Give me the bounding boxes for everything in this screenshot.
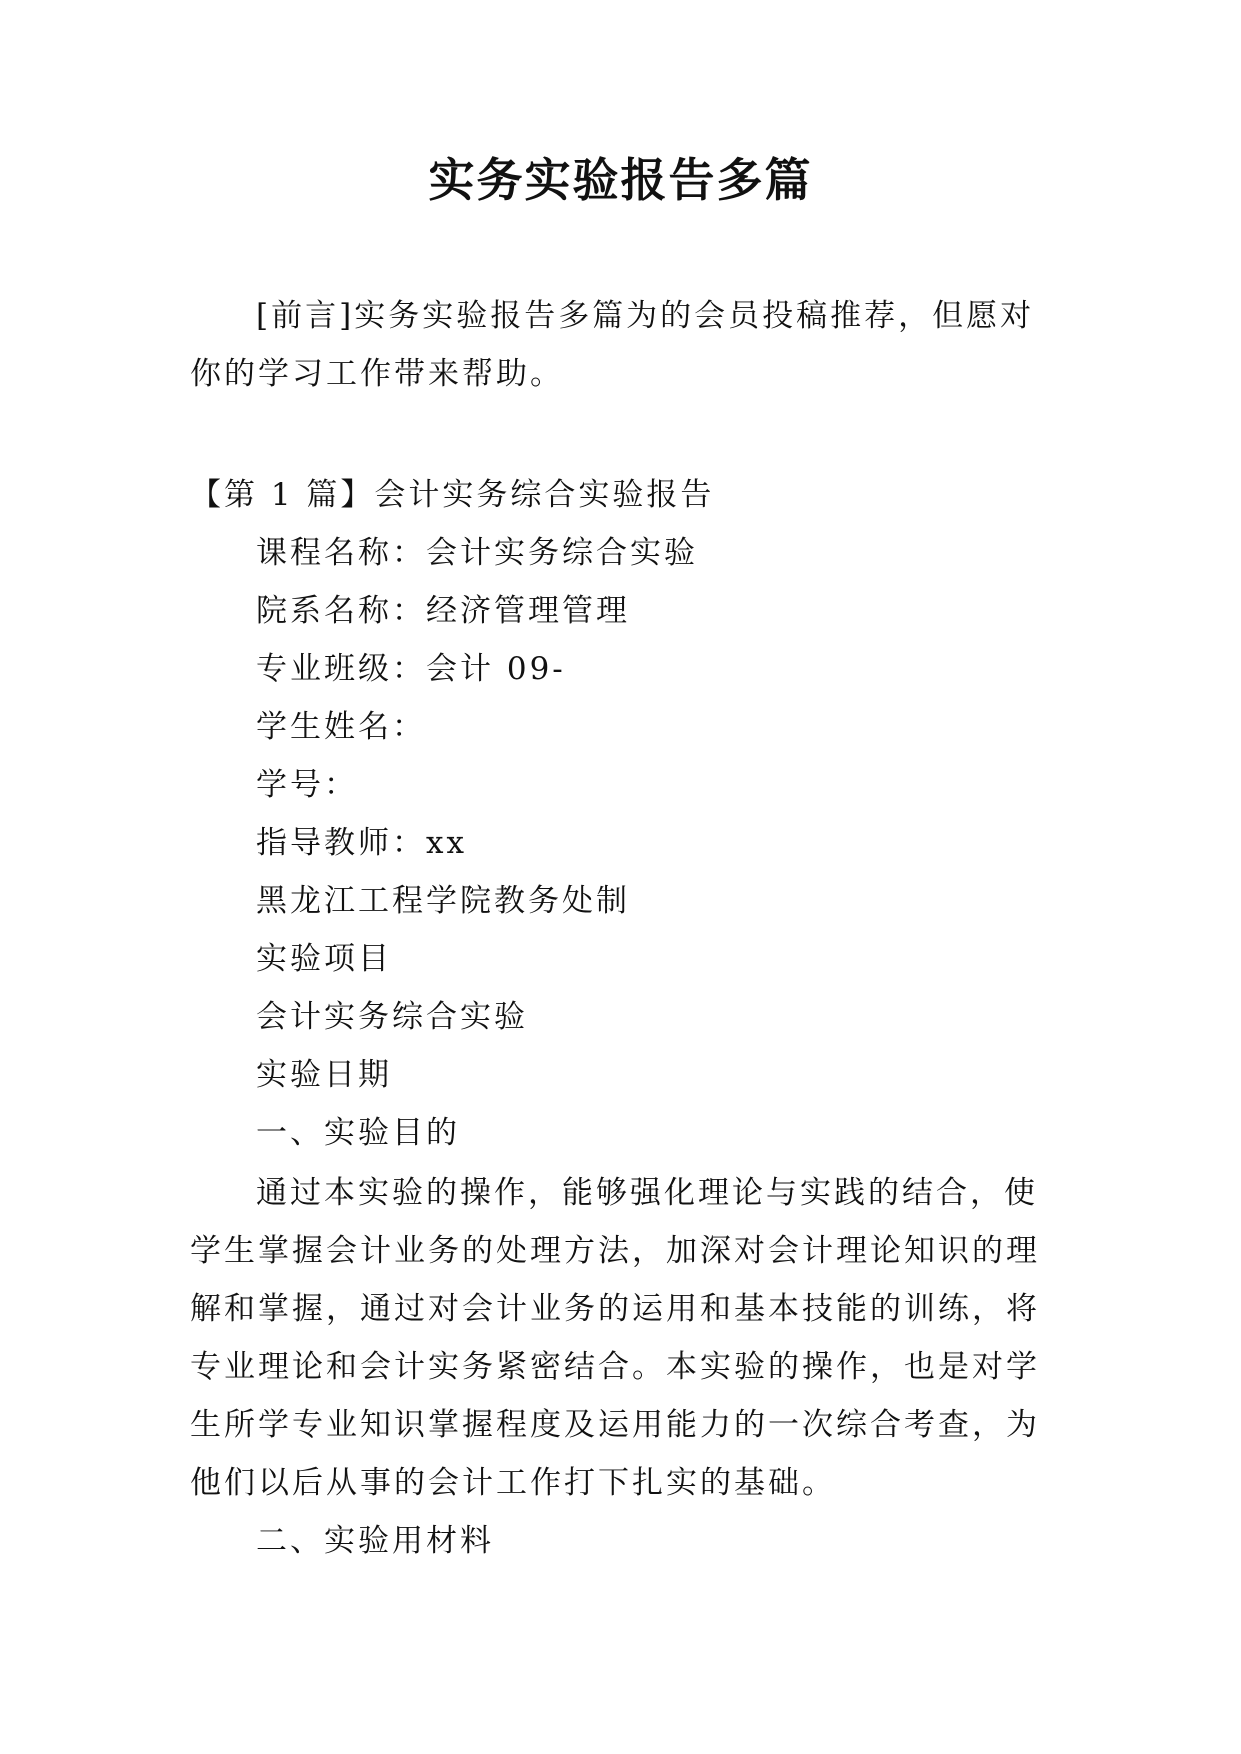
purpose-paragraph: 通过本实验的操作，能够强化理论与实践的结合，使学生掌握会计业务的处理方法，加深对会计理论知识的理解和掌握，通过对会计业务的运用和基本技能的训练，将专业理论和会计实务紧密结合。本实验的操作，也是对学生所学专业知识掌握程度及运用能力的一次综合考查，为他们以后从事的会计工作打下扎实的基础。 — [190, 1175, 1040, 1501]
section-one-heading: 一、实验目的 — [256, 1115, 460, 1151]
experiment-project-label: 实验项目 — [256, 941, 392, 977]
report-info-list — [256, 524, 1056, 1162]
instructor-line: 指导教师：xx — [256, 825, 467, 861]
section-two-heading: 二、实验用材料 — [256, 1523, 494, 1559]
class-line: 专业班级：会计 09- — [256, 651, 566, 687]
department-line: 院系名称：经济管理管理 — [256, 593, 630, 629]
institution-line: 黑龙江工程学院教务处制 — [256, 883, 630, 919]
student-name-line: 学生姓名： — [256, 709, 426, 745]
chapter-heading: 【第 1 篇】会计实务综合实验报告 — [190, 477, 715, 513]
experiment-project-value: 会计实务综合实验 — [256, 999, 528, 1035]
course-name-line: 课程名称：会计实务综合实验 — [256, 535, 698, 571]
preface-paragraph: [前言]实务实验报告多篇为的会员投稿推荐，但愿对你的学习工作带来帮助。 — [190, 298, 1035, 392]
student-id-line: 学号： — [256, 767, 358, 803]
document-title: 实务实验报告多篇 — [428, 153, 813, 207]
experiment-date-label: 实验日期 — [256, 1057, 392, 1093]
